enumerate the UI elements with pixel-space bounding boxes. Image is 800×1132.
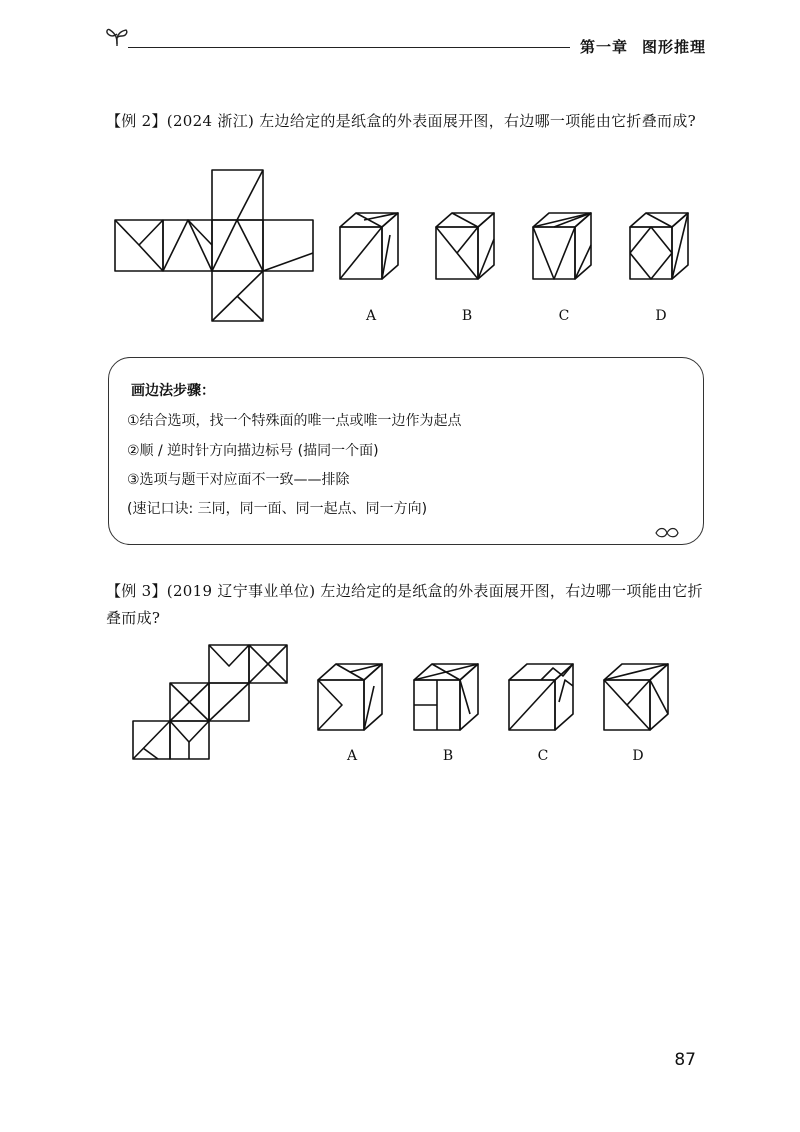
method-box-title: 画边法步骤： (131, 383, 215, 399)
example3-option-a-cube (312, 656, 392, 736)
page-number: 87 (674, 1050, 696, 1070)
example3-question: 【例 3】(2019 辽宁事业单位) 左边给定的是纸盒的外表面展开图，右边哪一项能由它折叠而成? (106, 582, 703, 627)
example2-option-c-label: C (558, 308, 570, 324)
leaf-ornament-icon (653, 526, 681, 540)
method-step-1: ①结合选项，找一个特殊面的唯一点或唯一边作为起点 (127, 413, 462, 429)
method-step-3: ③选项与题干对应面不一致——排除 (127, 472, 350, 488)
header-rule (128, 47, 570, 48)
example3-option-a-label: A (346, 748, 358, 764)
chapter-title: 图形推理 (642, 38, 707, 56)
example2-option-d-cube (624, 205, 696, 285)
chapter-number: 第一章 (580, 38, 629, 56)
example2-option-a-label: A (365, 308, 377, 324)
method-step-2: ②顺 / 逆时针方向描边标号 (描同一个面) (127, 443, 379, 459)
example3-option-b-label: B (442, 748, 454, 764)
example3-net-figure (128, 640, 293, 768)
sprout-logo-icon (104, 24, 130, 48)
example3-option-c-label: C (537, 748, 549, 764)
example3-option-b-cube (408, 656, 488, 736)
method-summary-box (108, 357, 704, 545)
example2-option-a-cube (334, 205, 406, 285)
example2-option-c-cube (527, 205, 599, 285)
example3-option-d-label: D (632, 748, 644, 764)
method-mnemonic: (速记口诀: 三同，同一面、同一起点、同一方向) (127, 501, 428, 517)
chapter-heading (580, 36, 706, 57)
example2-question: 【例 2】(2024 浙江) 左边给定的是纸盒的外表面展开图，右边哪一项能由它折叠而成? (106, 112, 696, 130)
example2-net-figure (110, 165, 320, 325)
example3-option-c-cube (503, 656, 583, 736)
example2-option-b-label: B (461, 308, 473, 324)
example2-option-b-cube (430, 205, 502, 285)
example2-option-d-label: D (655, 308, 667, 324)
example3-option-d-cube (598, 656, 678, 736)
